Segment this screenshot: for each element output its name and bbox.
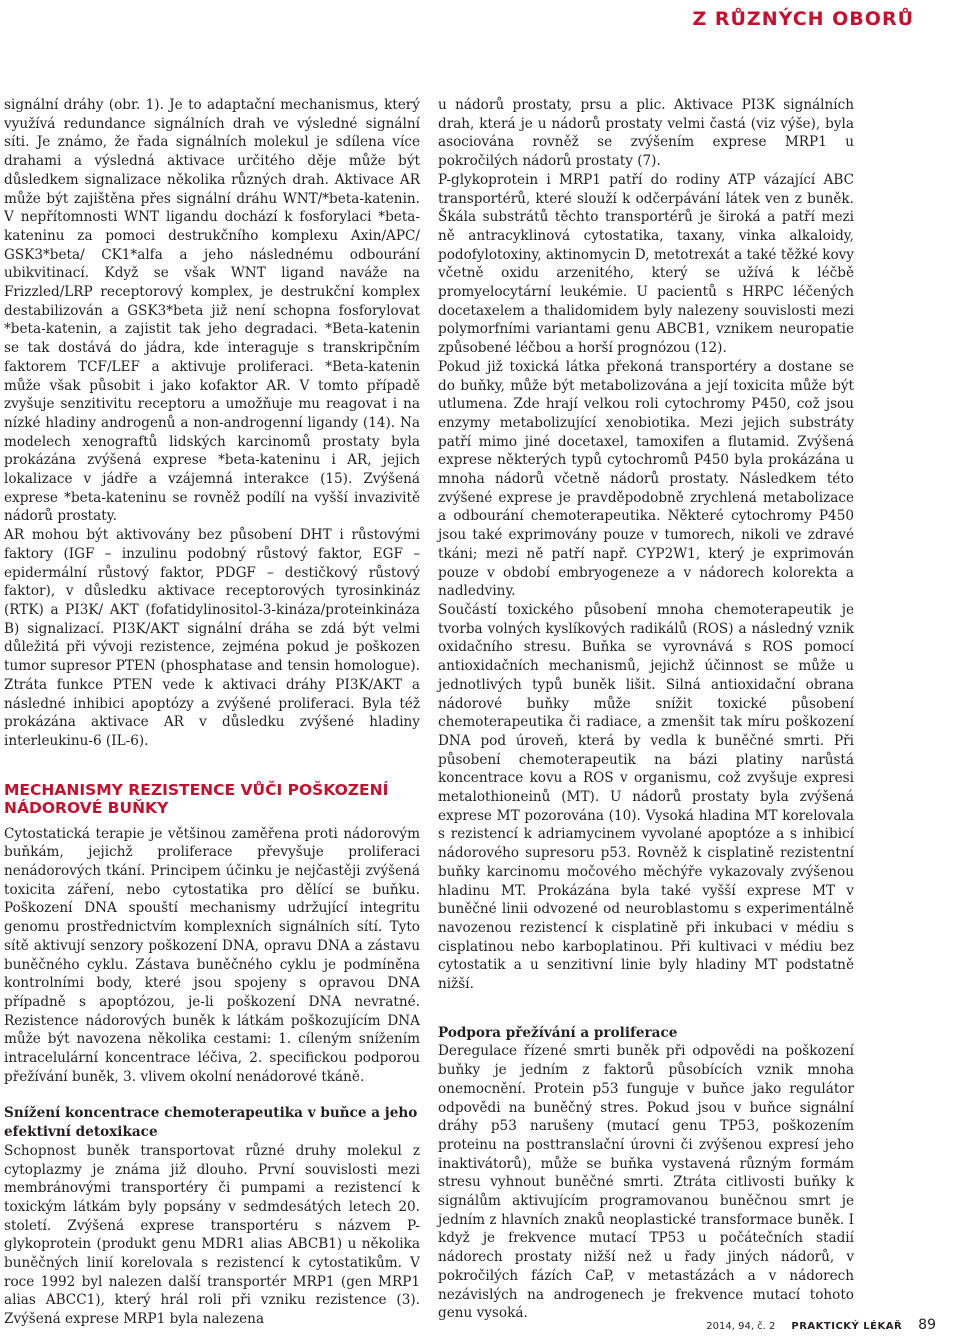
- paragraph: Součástí toxického působení mnoha chemoterapeutik je tvorba volných kyslíkových radikálů (ROS) a následný vznik oxidačního stresu. Buňka se vyrovnává s ROS pomocí antioxidačních mechanismů, jejichž účinnost se může u jednotlivých typů buněk lišit. Silná antioxidační obrana nádorové buňky může snížit toxické působení chemoterapeutika či radiace, a zmenšit tak míru poškození DNA pod úroveň, která by vedla k buněčné smrti. Při působení chemoterapeutik na bázi platiny narůstá koncentrace kovu a ROS v organismu, což zvyšuje expresi metalothioneinů (MT). U nádorů prostaty byla zvýšená exprese MT pozorována (10). Vysoká hladina MT korelovala s rezistencí k adriamycinem vyvolané apoptóze a s inhibicí nádorového supresoru p53. Rovněž k cisplatině rezistentní buňky karcinomu močového měchýře vykazovaly zvýšenou hladinu MT. Prokázána byla také vyšší exprese MT v buněčné linii odvozené od neuroblastomu s experimentálně navozenou rezistencí k cisplatině při inkubaci v médiu s cisplatinou nebo karboplatinou. Při kultivaci v médiu bez cytostatik a u senzitivní linie byly hladiny MT podstatně nižší.: [438, 601, 854, 993]
- paragraph: Deregulace řízené smrti buněk při odpovědi na poškození buňky je jedním z faktorů působících vznik mnoha onemocnění. Protein p53 funguje v buňce jako regulátor odpovědi na buněčný stres. Pokud jsou v buňce signální dráhy p53 narušeny (mutací genu TP53, poškozením proteinu na posttranslační úrovni či zvýšenou expresí jeho inaktivátorů), může se buňka vystavená různým formám stresu vyhnout buněčné smrti. Ztráta citlivosti buňky k signálům aktivujícím programovanou buněčnou smrt je jedním z hlavních znaků neoplastické transformace buněk. I když je frekvence mutací TP53 u počátečních stadií nádorech prostaty nižší než u řady jiných nádorů, v pokročilých fázích CaP, v metastázách a v nádorech nezávislých na androgenech je frekvence mutací tohoto genu vysoká.: [438, 1043, 854, 1322]
- right-column: [438, 96, 854, 1323]
- paragraph: Schopnost buněk transportovat různé druhy molekul z cytoplazmy je známa již dlouho. První souvislosti mezi membránovými transportéry či pumpami a rezistencí k toxickým látkám byly popsány v sedmdesátých letech 20. století. Zvýšená exprese transportéru s názvem P-glykoprotein (produkt genu MDR1 alias ABCB1) u několika buněčných linií korelovala s rezistencí k cytostatikům. V roce 1992 byl nalezen další transportér MRP1 (gen MRP1 alias ABCC1), který hrál roli při vzniku rezistence (3). Zvýšená exprese MRP1 byla nalezena: [4, 1142, 420, 1328]
- section-title: Z RŮZNÝCH OBORŮ: [692, 8, 914, 30]
- issue-info: 2014, 94, č. 2: [706, 1321, 776, 1332]
- paragraph: signální dráhy (obr. 1). Je to adaptační mechanismus, který využívá redundance signálních drah ve výsledné signální síti. Je známo, že řada signálních molekul je sdílena více drahami a výsledná aktivace určitého děje může být důsledkem signalizace několika různých drah. Aktivace AR může být zajištěna přes signální dráhu WNT/*beta-katenin. V nepřítomnosti WNT ligandu dochází k fosforylaci *beta-kateninu za pomoci destrukčního komplexu Axin/APC/ GSK3*beta/ CK1*alfa a jeho následnému odbourání ubikvitinací. Když se však WNT ligand naváže na Frizzled/LRP receptorový komplex, je destrukční komplex destabilizován a GSK3*beta již není schopna fosforylovat *beta-katenin, a zajistit tak jeho degradaci. *Beta-katenin se tak dostává do jádra, kde interaguje s transkripčním faktorem TCF/LEF a aktivuje proliferaci. *Beta-katenin může však působit i jako kofaktor AR. V tomto případě zvyšuje senzitivitu receptoru a umožňuje mu reagovat i na nízké hladiny androgenů a non-androgenní ligandy (14). Na modelech xenograftů lidských karcinomů prostaty byla prokázána zvýšená exprese *beta-kateninu i AR, jejich lokalizace v jádře a vzájemná interakce (15). Zvýšená exprese *beta-kateninu se rovněž podílí na vyšší invazivitě nádorů prostaty.: [4, 97, 420, 525]
- paragraph: P-glykoprotein i MRP1 patří do rodiny ATP vázající ABC transportérů, které slouží k odčerpávání látek ven z buněk. Škála substrátů těchto transportérů je široká a patří mezi ně antracyklinová cytostatika, taxany, vinka alkaloidy, podofylotoxiny, aktinomycin D, metotrexát a také těžké kovy včetně oxidu arzenitého, který se užívá k léčbě promyelocytární leukémie. U pacientů s HRPC léčených docetaxelem a thalidomidem byly nalezeny souvislosti mezi polymorfními variantami genu ABCB1, vznikem neuropatie způsobené léčbou a horší prognózou (12).: [438, 171, 854, 357]
- left-column: [4, 96, 420, 1329]
- journal-name: PRAKTICKÝ LÉKAŘ: [791, 1321, 903, 1332]
- paragraph: Cytostatická terapie je většinou zaměřena proti nádorovým buňkám, jejichž proliferace převyšuje proliferaci nenádorových tkání. Principem účinku je nejčastěji zvýšená toxicita záření, nebo cytostatika pro dělící se buňku. Poškození DNA spouští mechanismy udržující integritu genomu prostřednictvím komplexních signálních sítí. Tyto sítě aktivují senzory poškození DNA, opravu DNA a zástavu buněčného cyklu. Zástava buněčného cyklu je podmíněna kontrolními body, které jsou spojeny s opravou DNA případně s apoptózou, je-li poškození DNA nevratné. Rezistence nádorových buněk k látkám poškozujícím DNA může být navozena několika cestami: 1. cíleným snížením intracelulární koncentrace léčiva, 2. specifickou podporou přežívání buněk, 3. vlivem okolní nenádorové tkáně.: [4, 825, 420, 1085]
- paragraph: Pokud již toxická látka překoná transportéry a dostane se do buňky, může být metabolizována a její toxicita může být utlumena. Zde hrají velkou roli cytochromy P450, což jsou enzymy metabolizující xenobiotika. Mezi jejich substráty patří mimo jiné docetaxel, tamoxifen a flutamid. Zvýšená exprese některých typů cytochromů P450 byla prokázána u mnoha nádorů včetně nádorů prostaty. Následkem této zvýšené exprese je pravděpodobně zrychlená metabolizace a odbourání chemoterapeutika. Některé cytochromy P450 jsou také exprimovány pouze v tumorech, nikoli ve zdravé tkáni; mezi ně patří např. CYP2W1, který je exprimován pouze v období embryogeneze a v nádorech kolorekta a nadledviny.: [438, 358, 854, 600]
- paragraph: u nádorů prostaty, prsu a plic. Aktivace PI3K signálních drah, která je u nádorů prostaty velmi častá (viz výše), byla asociována rovněž se zvýšením exprese MRP1 u pokročilých nádorů prostaty (7).: [438, 97, 854, 170]
- section-heading: MECHANISMY REZISTENCE VŮČI POŠKOZENÍ NÁDOROVÉ BUŇKY: [4, 780, 389, 817]
- subsection-heading: Podpora přežívání a proliferace: [438, 1024, 678, 1041]
- subsection-heading: Snížení koncentrace chemoterapeutika v buňce a jeho efektivní detoxikace: [4, 1105, 418, 1141]
- page-footer: [706, 1317, 936, 1333]
- page-number: 89: [918, 1317, 936, 1333]
- paragraph: AR mohou být aktivovány bez působení DHT i růstovými faktory (IGF – inzulinu podobný růstový faktor, EGF – epidermální růstový faktor, PDGF – destičkový růstový faktor), v důsledku aktivace receptorových tyrosinkináz (RTK) a PI3K/ AKT (fofatidylinositol-3-kináza/proteinkináza B) signalizací. PI3K/AKT signální dráha se zdá být velmi důležitá při vývoji rezistence, zejména pokud je poškozen tumor supresor PTEN (phosphatase and tensin homologue). Ztráta funkce PTEN vede k aktivaci dráhy PI3K/AKT a následné inhibici apoptózy a zvýšené proliferaci. Byla též prokázána aktivace AR v důsledku zvýšené hladiny interleukinu-6 (IL-6).: [4, 527, 420, 749]
